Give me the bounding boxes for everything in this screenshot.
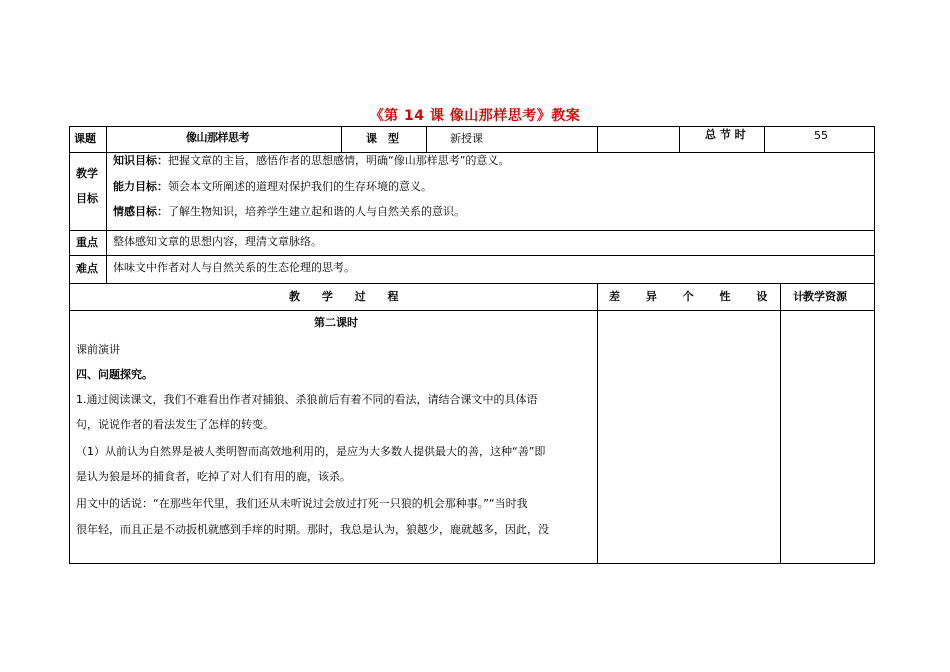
difficulty-label: 难点	[76, 262, 98, 275]
difficulty-text: 体味文中作者对人与自然关系的生态伦理的思考。	[113, 261, 355, 274]
lesson-type-label: 课 型	[366, 132, 399, 145]
col-divider	[597, 283, 598, 564]
knowledge-goal	[113, 154, 509, 168]
col-divider	[426, 126, 427, 152]
process-column-header: 教 学 过 程	[289, 290, 408, 303]
quote-line-2: 很年轻，而且正是不动扳机就感到手痒的时期。那时，我总是认为，狼越少，鹿就越多，因此，没	[76, 523, 549, 536]
topic-label: 课题	[74, 132, 96, 145]
table-border-top	[69, 126, 875, 127]
total-periods-value: 55	[814, 129, 828, 142]
row-divider	[69, 310, 875, 311]
table-border-right	[874, 126, 875, 564]
document-title: 《第 14 课 像山那样思考》教案	[369, 108, 581, 124]
emotion-goal	[113, 205, 465, 219]
row-divider	[69, 152, 875, 153]
ability-goal	[113, 180, 432, 194]
quote-line-1: 用文中的话说：“在那些年代里，我们还从未听说过会放过打死一只狼的机会那种事。”“当时我	[76, 497, 528, 510]
total-periods-label: 总 节 时	[705, 128, 746, 141]
ability-goal-label: 能力目标：	[113, 180, 168, 193]
answer-1-line-1: （1）从前认为自然界是被人类明智而高效地利用的，是应为大多数人提供最大的善，这种“善”即	[76, 445, 546, 458]
topic-value: 像山那样思考	[186, 131, 249, 144]
goals-label-bottom: 目标	[76, 192, 98, 205]
row-divider	[69, 283, 875, 284]
table-border-bottom	[69, 563, 875, 564]
question-1-line-1: 1.通过阅读课文，我们不难看出作者对捕狼、杀狼前后有着不同的看法，请结合课文中的具体语	[76, 393, 538, 406]
col-divider	[597, 126, 598, 152]
ability-goal-text: 领会本文所阐述的道理对保护我们的生存环境的意义。	[168, 180, 432, 193]
col-divider	[780, 283, 781, 564]
table-border-left	[69, 126, 70, 564]
col-divider	[764, 126, 765, 152]
answer-1-line-2: 是认为狼是坏的捕食者，吃掉了对人们有用的鹿，该杀。	[76, 470, 351, 483]
emotion-goal-label: 情感目标：	[113, 205, 168, 218]
knowledge-goal-label: 知识目标：	[113, 154, 168, 167]
row-divider	[69, 230, 875, 231]
key-point-label: 重点	[76, 236, 98, 249]
key-point-text: 整体感知文章的思想内容，理清文章脉络。	[113, 235, 322, 248]
design-column-header: 差 异 个 性 设 计	[609, 290, 816, 303]
warmup-text: 课前演讲	[76, 343, 120, 356]
section-heading: 四、问题探究。	[76, 368, 153, 381]
knowledge-goal-text: 把握文章的主旨，感悟作者的思想感情，明确“像山那样思考”的意义。	[168, 154, 510, 167]
col-divider	[679, 126, 680, 152]
emotion-goal-text: 了解生物知识，培养学生建立起和谐的人与自然关系的意识。	[168, 205, 465, 218]
goals-label-top: 教学	[76, 167, 98, 180]
question-1-line-2: 句，说说作者的看法发生了怎样的转变。	[76, 418, 274, 431]
col-divider	[341, 126, 342, 152]
lesson-type-value: 新授课	[450, 132, 483, 145]
resources-column-header: 教学资源	[803, 290, 847, 303]
lesson-heading: 第二课时	[314, 316, 358, 329]
col-divider	[106, 126, 107, 284]
row-divider	[69, 255, 875, 256]
